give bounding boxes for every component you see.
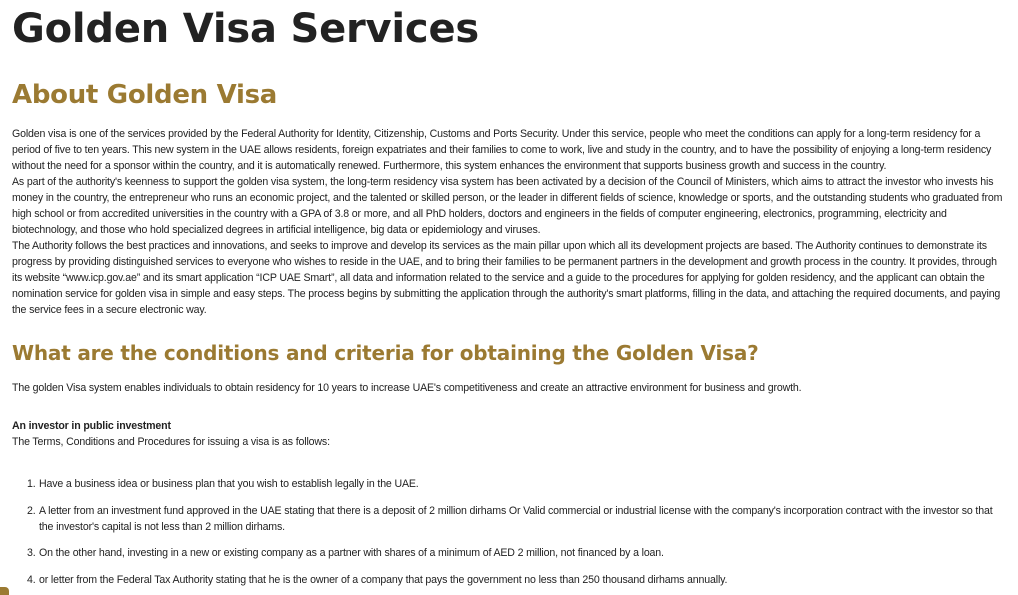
about-paragraph-1: Golden visa is one of the services provided by the Federal Authority for Identity, Citizenship, Customs and Ports Security. Under this service, people who meet the conditions can apply for a long-term residency for a period of five to ten years. This new system in the UAE allows residents, foreign expatriates and their families to come to work, live and study in the country, and to have the possibility of enjoying a long-term residency without the need for a sponsor within the country, and it is automatically renewed. Furthermore, this system enhances the environment that supports business growth and success in the country. bbox=[12, 128, 992, 172]
list-item-text: or letter from the Federal Tax Authority stating that he is the owner of a company that pays the government no less than 250 thousand dirhams annually. bbox=[39, 574, 728, 586]
list-item-text: A letter from an investment fund approved in the UAE stating that there is a deposit of 2 million dirhams Or Valid commercial or industrial license with the company's incorporation contract with the investor so that the investor's capital is not less than 2 million dirhams. bbox=[39, 505, 993, 533]
list-item bbox=[27, 545, 1005, 561]
page-title: Golden Visa Services bbox=[12, 6, 479, 52]
about-paragraph-3: The Authority follows the best practices and innovations, and seeks to improve and develop its services as the main pillar upon which all its development projects are based. The Authority continues to demonstrate its progress by providing distinguished services to everyone who wishes to reside in the UAE, and to bring their families to be permanent partners in the development and growth process in the country. It provides, through its website “www.icp.gov.ae” and its smart application “ICP UAE Smart”, all data and information related to the service and a guide to the procedures for applying for golden residency, and the applicant can obtain the nomination service for golden visa in simple and easy steps. The process begins by submitting the application through the authority's smart platforms, filling in the data, and attaching the required documents, and paying the service fees in a secure electronic way. bbox=[12, 240, 1001, 316]
list-item-text: Have a business idea or business plan that you wish to establish legally in the UAE. bbox=[39, 478, 419, 490]
investor-block bbox=[12, 418, 1008, 450]
about-section-body bbox=[12, 126, 1008, 318]
list-item bbox=[27, 476, 1005, 492]
list-item-number: 1. bbox=[27, 478, 36, 490]
about-section-title: About Golden Visa bbox=[12, 80, 278, 110]
about-paragraph-2: As part of the authority's keenness to support the golden visa system, the long-term residency visa system has been activated by a decision of the Council of Ministers, which aims to attract the investor who invests his money in the country, the entrepreneur who runs an economic project, and the talented or skilled person, or the leader in different fields of science, knowledge or sports, and the outstanding students who graduated from high school or from accredited universities in the country with a GPA of 3.8 or more, and all PhD holders, doctors and engineers in the fields of computer engineering, electronics, programming, electricity and biotechnology, and those who hold specialized degrees in artificial intelligence, big data or epidemiology and viruses. bbox=[12, 176, 1003, 236]
conditions-intro-text: The golden Visa system enables individuals to obtain residency for 10 years to increase UAE's competitiveness and create an attractive environment for business and growth. bbox=[12, 382, 802, 394]
list-item-number: 2. bbox=[27, 505, 36, 517]
investor-heading: An investor in public investment bbox=[12, 420, 171, 432]
floating-tab-button[interactable] bbox=[0, 587, 9, 595]
list-item bbox=[27, 572, 1005, 588]
conditions-section-title: What are the conditions and criteria for obtaining the Golden Visa? bbox=[12, 341, 759, 365]
list-item-number: 4. bbox=[27, 574, 36, 586]
conditions-intro bbox=[12, 380, 1008, 396]
list-item-text: On the other hand, investing in a new or existing company as a partner with shares of a minimum of AED 2 million, not financed by a loan. bbox=[39, 547, 664, 559]
list-item bbox=[27, 503, 1005, 535]
investor-subheading: The Terms, Conditions and Procedures for issuing a visa is as follows: bbox=[12, 436, 330, 448]
list-item-number: 3. bbox=[27, 547, 36, 559]
